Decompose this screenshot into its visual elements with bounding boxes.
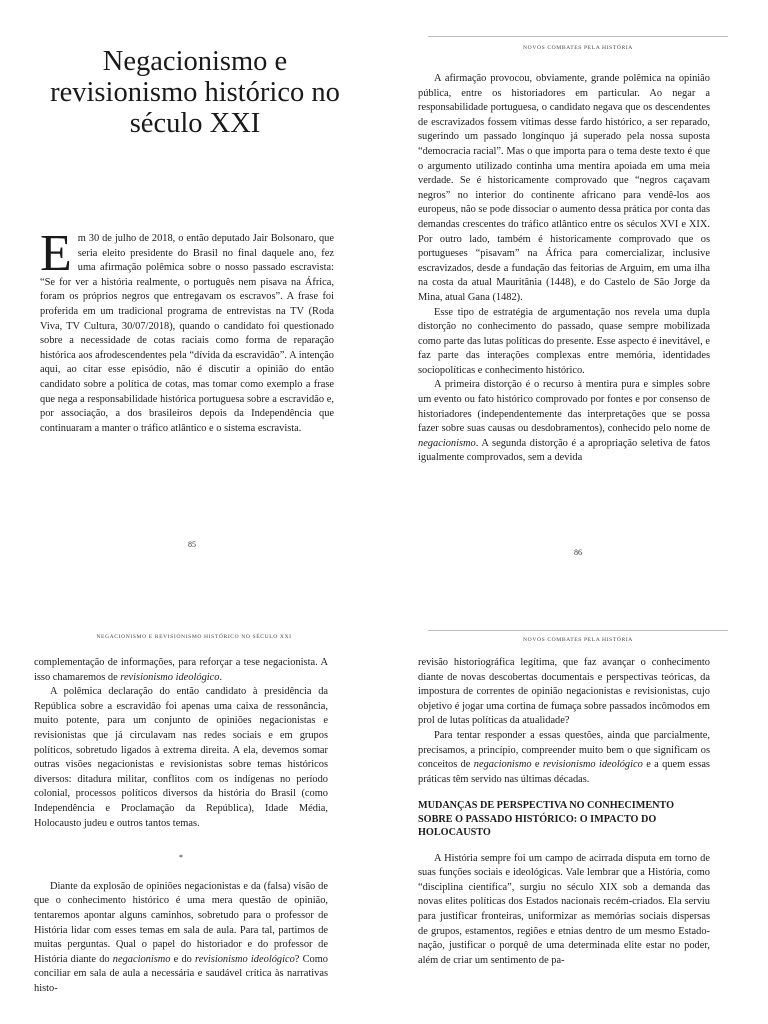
page-88-body: [418, 656, 710, 968]
page-85-body: [40, 225, 334, 436]
section-ornament: *: [179, 853, 183, 863]
page-87: [0, 596, 384, 1024]
drop-cap: E: [40, 225, 72, 282]
opening-paragraph-text: m 30 de julho de 2018, o então deputado Jair Bolsonaro, que seria eleito presidente do Brasil no final daquele ano, fez uma afirmação polêmica sobre o nosso passado escravista: “Se for ver a história realmente, o português nem pisava na África, foram os próprios negros que entregavam os escravos”. A frase foi proferida em um tradicional programa de entrevistas na TV (Roda Viva, TV Cultura, 30/07/2018), quando o candidato foi questionado sobre a necessidade de cotas raciais como forma de reparação histórica aos afrodescendentes pela “dívida da escravidão”. A intenção aqui, ao citar esse episódio, não é discutir a opinião do então candidato sobre a política de cotas, mas tomar como exemplo a frase que nega a responsabilidade histórica portuguesa sobre a escravidão e, por associação, a dos brasileiros depois da Independência que continuaram a manter o tráfico atlântico e o sistema escravista.: [40, 233, 334, 434]
section-heading: MUDANÇAS DE PERSPECTIVA NO CONHECIMENTO SOBRE O PASSADO HISTÓRICO: O IMPACTO DO HOLOCAUSTO: [418, 800, 675, 839]
chapter-title: Negacionismo e revisionismo histórico no século XXI: [50, 46, 340, 139]
paragraph: Para tentar responder a essas questões, ainda que parcialmente, precisamos, a princípio, compreender muito bem o que significam os conceitos de negacionismo e revisionismo ideológico e a quem essas práticas têm servido nas últimas décadas.: [418, 729, 710, 785]
paragraph: A afirmação provocou, obviamente, grande polêmica na opinião pública, entre os historiadores em particular. Ao negar a responsabilidade portuguesa, o candidato negava que os descendentes de escravizados fossem vítimas desse fardo histórico, a ser reparado, sugerindo um passado longínquo já superado pela nossa suposta “democracia racial”. Mas o que importa para o tema deste texto é que o argumento utilizado continha uma mentira apoiada em uma meia verdade. Se é historicamente comprovado que “negros caçavam negros” no interior do continente africano para vendê-los aos europeus, não se pode dissociar o aumento dessa prática por conta das demandas crescentes do tráfico atlântico entre os séculos XVI e XIX. Por outro lado, também é historicamente comprovado que os portugueses “pisavam” na África para comercializar, inclusive escravizados, desde a fundação das feitorias de Arguim, em uma ilha na costa da atual Mauritânia (1448), e do Castelo de São Jorge da Mina, atual Gana (1482).: [418, 73, 710, 303]
paragraph: A primeira distorção é o recurso à mentira pura e simples sobre um evento ou fato histórico comprovado por fontes e por consenso de historiadores (independentemente das interpretações que se possa fazer sobre suas causas ou desdobramentos), conhecido pelo nome de negacionismo. A segunda distorção é a apropriação seletiva de fatos igualmente comprovados, sem a devida: [418, 379, 710, 464]
page-86-body: [418, 72, 710, 466]
paragraph: complementação de informações, para reforçar a tese negacionista. A isso chamaremos de revisionismo ideológico.: [34, 657, 328, 683]
running-header: NEGACIONISMO E REVISIONISMO HISTÓRICO NO SÉCULO XXI: [96, 634, 292, 640]
header-rule: [428, 36, 728, 37]
page-88: [384, 596, 768, 1024]
header-rule: [428, 630, 728, 631]
opening-paragraph: [40, 225, 334, 436]
page-87-body: [34, 656, 328, 996]
page-86: [384, 0, 768, 576]
paragraph: Diante da explosão de opiniões negacionistas e da (falsa) visão de que o conhecimento histórico é uma mera questão de opinião, tentaremos apontar alguns caminhos, sobretudo para o professor de História lidar com esses temas em sala de aula. Para tal, partimos de muitas perguntas. Qual o papel do historiador e do professor de História diante do negacionismo e do revisionismo ideológico? Como conciliar em sala de aula a necessária e saudável crítica às narrativas histo-: [34, 880, 328, 994]
running-header: NOVOS COMBATES PELA HISTÓRIA: [523, 45, 633, 51]
paragraph: A História sempre foi um campo de acirrada disputa em torno de suas funções sociais e ideológicas. Vale lembrar que a História, como “disciplina científica”, surgiu no século XIX sob a demanda das novas elites políticas dos Estados nacionais recém-criados. Ela serviu para justificar fronteiras, uniformizar as memórias sociais dispersas de grupos, estamentos, regiões e etnias dentro de um mesmo Estado-nação, justificar o porquê de uma determinada elite estar no poder, além de criar um sentimento de pa-: [418, 852, 710, 966]
page-number: 85: [188, 540, 196, 549]
page-number: 86: [574, 548, 582, 557]
paragraph: revisão historiográfica legítima, que faz avançar o conhecimento diante de novas descobertas documentais e perspectivas teóricas, da impostura de correntes de opinião negacionistas e revisionistas, cujo objetivo é jogar uma cortina de fumaça sobre passados incômodos em prol de lutas políticas da atualidade?: [418, 657, 710, 727]
page-85: [0, 0, 384, 576]
paragraph: Esse tipo de estratégia de argumentação nos revela uma dupla distorção no conhecimento do passado, quase sempre mobilizada como parte das lutas políticas do presente. Esse aspecto é inevitável, e faz parte das interações complexas entre memória, identidades sociopolíticas e conhecimento histórico.: [418, 306, 710, 376]
running-header: NOVOS COMBATES PELA HISTÓRIA: [523, 637, 633, 643]
paragraph: A polêmica declaração do então candidato à presidência da República sobre a escravidão foi apenas uma caixa de ressonância, muito potente, para um conjunto de opiniões negacionistas e revisionistas que já circulavam nas redes sociais e em grupos políticos, sobretudo ligados à extrema direita. A ela, devemos somar outras visões negacionistas e revisionistas sobre temas históricos diversos: ditadura militar, conflitos com os indígenas no período colonial, processos políticos diversos da história do Brasil (como Independência e Proclamação da República), Idade Média, Holocausto judeu e outros tantos temas.: [34, 686, 328, 829]
